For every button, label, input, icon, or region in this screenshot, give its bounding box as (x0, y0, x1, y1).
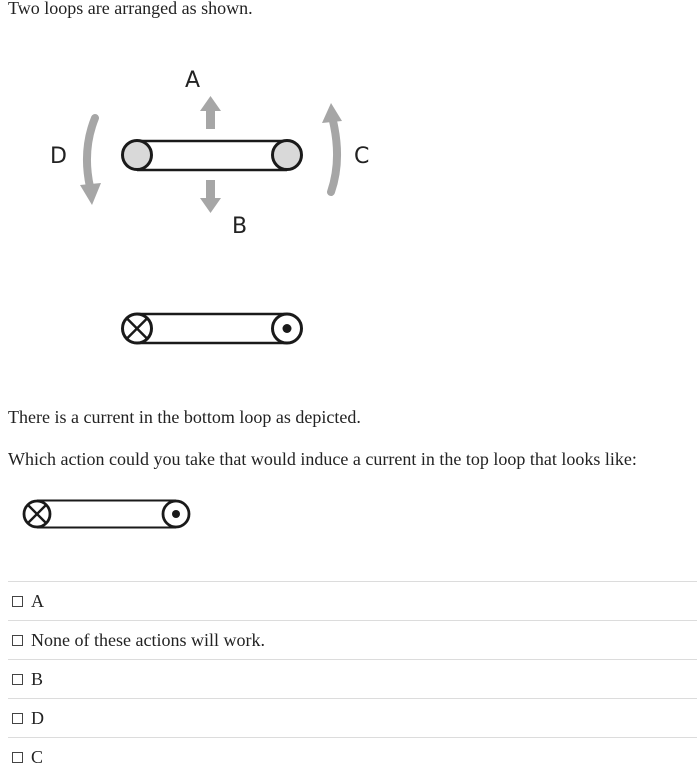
label-c: C (354, 144, 370, 169)
curved-arrow-left-icon (80, 118, 101, 205)
question-intro: Two loops are arranged as shown. (8, 0, 253, 18)
answer-options (8, 581, 697, 776)
option-c[interactable] (8, 737, 697, 776)
arrow-down-icon (200, 180, 221, 213)
bottom-loop (123, 314, 302, 343)
target-loop-diagram (20, 498, 200, 532)
checkbox[interactable] (12, 596, 23, 607)
curved-arrow-right-icon (322, 103, 342, 192)
option-a[interactable] (8, 581, 697, 620)
arrow-up-icon (200, 96, 221, 129)
checkbox[interactable] (12, 713, 23, 724)
option-label: D (31, 707, 44, 728)
checkbox[interactable] (12, 752, 23, 763)
current-into-page-icon (24, 501, 50, 527)
label-a: A (185, 68, 201, 93)
option-d[interactable] (8, 698, 697, 737)
option-label: B (31, 668, 44, 689)
two-loops-diagram (40, 55, 400, 355)
top-loop (123, 141, 302, 171)
question-statement: There is a current in the bottom loop as depicted. (8, 407, 361, 427)
label-b: B (232, 214, 248, 239)
current-out-of-page-icon (273, 314, 302, 343)
option-label: None of these actions will work. (31, 629, 265, 650)
label-d: D (50, 144, 67, 169)
question-prompt: Which action could you take that would induce a current in the top loop that looks like: (8, 449, 637, 469)
checkbox[interactable] (12, 674, 23, 685)
option-none[interactable] (8, 620, 697, 659)
current-out-of-page-icon (163, 501, 189, 527)
current-into-page-icon (123, 314, 152, 343)
option-b[interactable] (8, 659, 697, 698)
checkbox[interactable] (12, 635, 23, 646)
option-label: C (31, 746, 44, 767)
option-label: A (31, 590, 44, 611)
